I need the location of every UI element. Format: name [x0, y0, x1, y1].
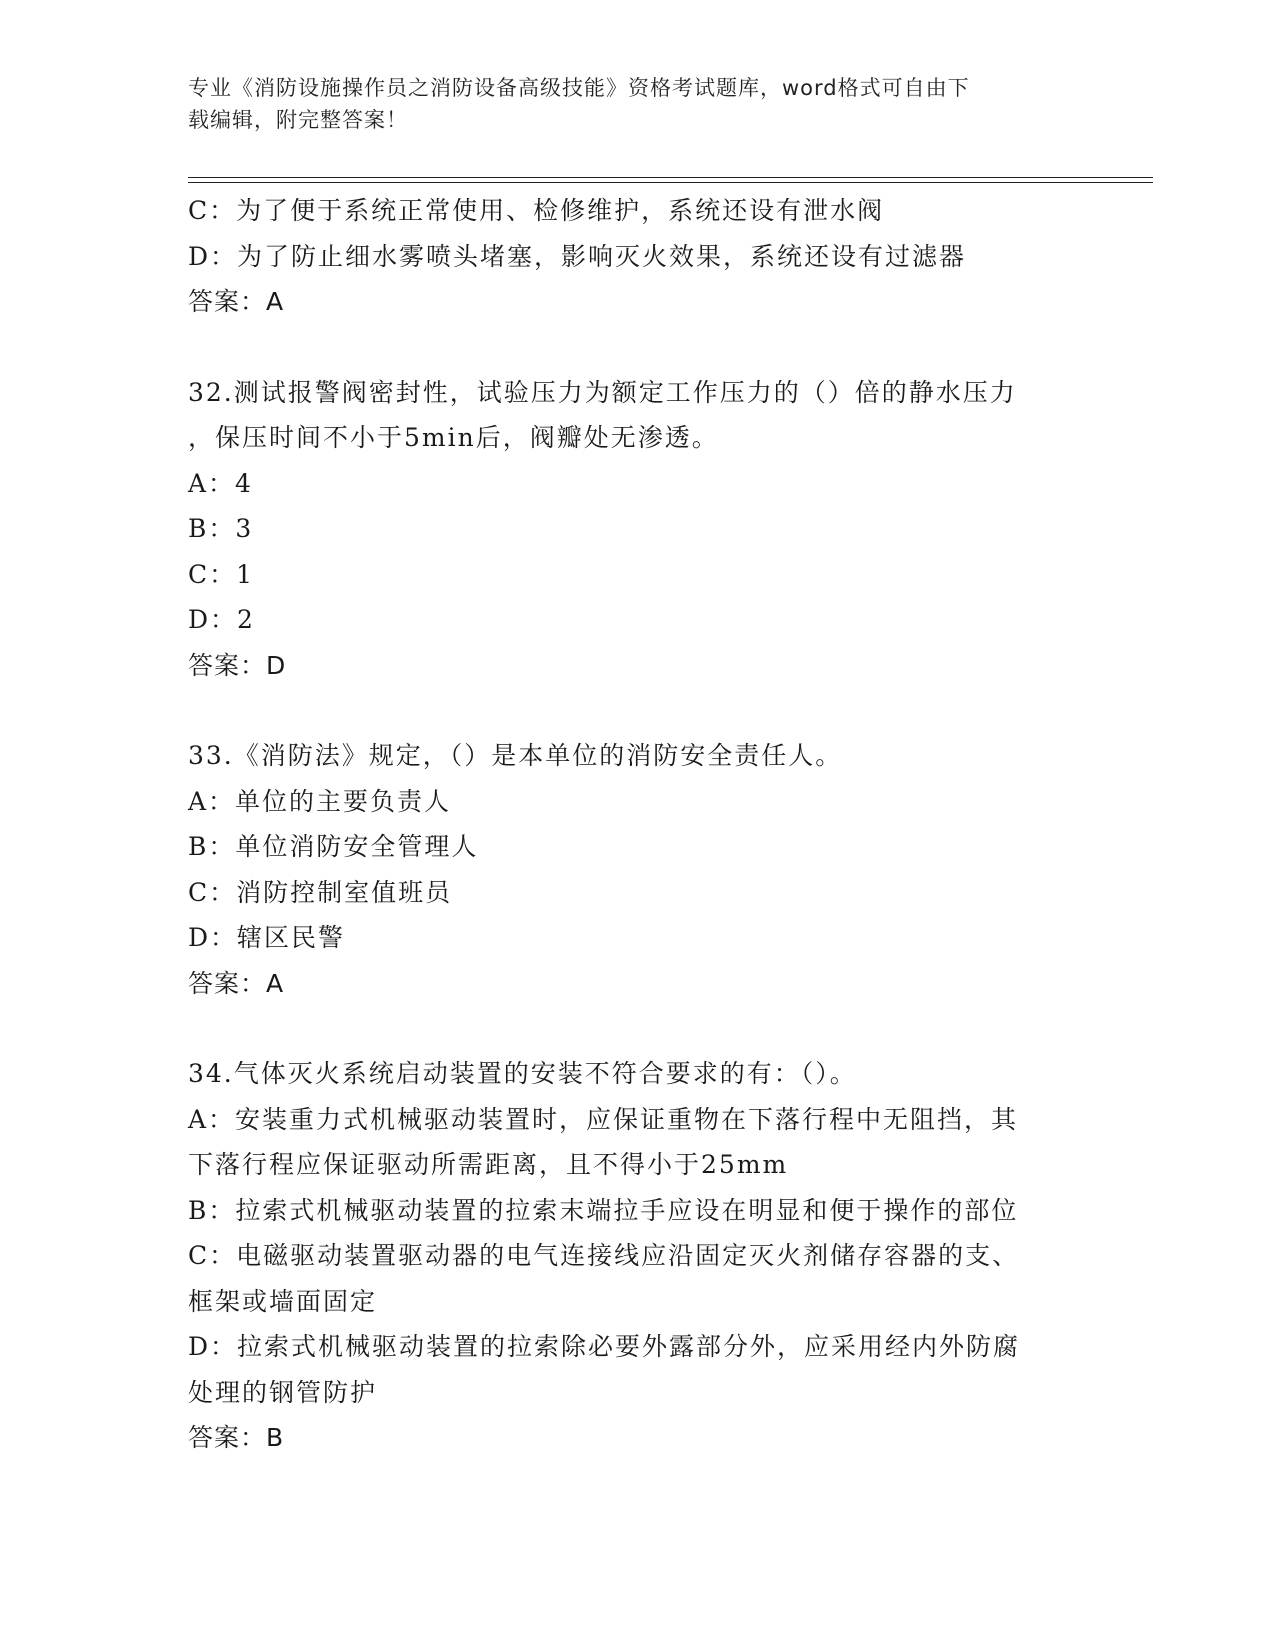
header-rule-thin: [188, 182, 1153, 183]
option-c-continued: 框架或墙面固定: [188, 1286, 378, 1316]
option-c: C：消防控制室值班员: [188, 877, 453, 907]
option-a: A：安装重力式机械驱动装置时，应保证重物在下落行程中无阻挡，其: [188, 1104, 1019, 1134]
document-body: [188, 188, 1088, 1461]
header-rule-thick: [188, 177, 1153, 178]
question-stem: 32.测试报警阀密封性，试验压力为额定工作压力的（）倍的静水压力: [188, 377, 1017, 407]
question-31-continued: [188, 188, 1088, 325]
header-line-2: 载编辑，附完整答案！: [188, 108, 408, 132]
answer-line: 答案：A: [188, 287, 285, 316]
header-line-1: 专业《消防设施操作员之消防设备高级技能》资格考试题库，word格式可自由下: [188, 76, 970, 100]
answer-line: 答案：B: [188, 1423, 285, 1452]
option-b: B：3: [188, 514, 254, 543]
option-a: A：单位的主要负责人: [188, 786, 452, 816]
question-stem: ，保压时间不小于5min后，阀瓣处无渗透。: [188, 423, 719, 452]
option-d: D：2: [188, 605, 255, 634]
option-d: D：拉索式机械驱动装置的拉索除必要外露部分外，应采用经内外防腐: [188, 1332, 1021, 1361]
option-d-continued: 处理的钢管防护: [188, 1377, 378, 1407]
option-d: D：辖区民警: [188, 923, 346, 952]
option-d: D：为了防止细水雾喷头堵塞，影响灭火效果，系统还设有过滤器: [188, 241, 967, 271]
option-a: A：4: [188, 468, 253, 498]
option-c: C：1: [188, 559, 255, 589]
option-b: B：单位消防安全管理人: [188, 832, 479, 861]
question-stem: 34.气体灭火系统启动装置的安装不符合要求的有：（）。: [188, 1059, 857, 1088]
option-b: B：拉索式机械驱动装置的拉索末端拉手应设在明显和便于操作的部位: [188, 1195, 1019, 1225]
answer-line: 答案：D: [188, 650, 287, 680]
question-stem: 33.《消防法》规定，（）是本单位的消防安全责任人。: [188, 741, 843, 770]
question-33: [188, 733, 1088, 1006]
option-c: C：电磁驱动装置驱动器的电气连接线应沿固定灭火剂储存容器的支、: [188, 1241, 1020, 1270]
option-a-continued: 下落行程应保证驱动所需距离，且不得小于25mm: [188, 1150, 789, 1179]
question-32: [188, 370, 1088, 689]
question-34: [188, 1051, 1088, 1461]
option-c: C：为了便于系统正常使用、检修维护，系统还设有泄水阀: [188, 196, 885, 225]
answer-line: 答案：A: [188, 968, 285, 998]
page-header: [188, 72, 1068, 136]
